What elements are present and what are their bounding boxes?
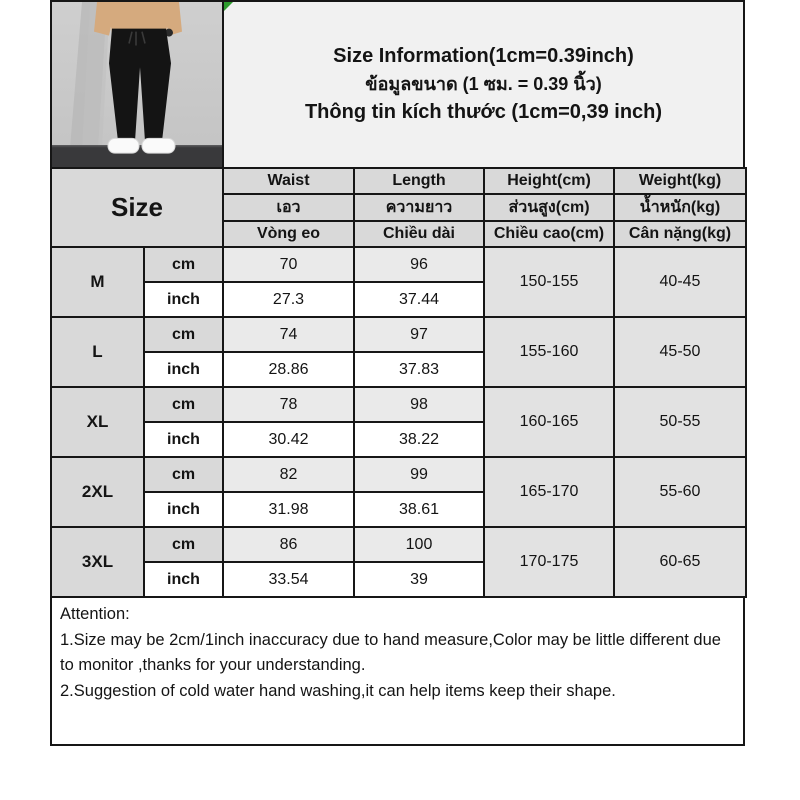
attention-notes (50, 596, 745, 746)
waist-cm-value: 74 (223, 317, 354, 352)
unit-cm-label: cm (144, 317, 223, 352)
weight-range-value: 55-60 (614, 457, 746, 527)
weight-range-value: 45-50 (614, 317, 746, 387)
top-section (50, 0, 745, 169)
height-range-value: 150-155 (484, 247, 614, 317)
unit-cm-label: cm (144, 527, 223, 562)
unit-inch-label: inch (144, 282, 223, 317)
product-photo (52, 2, 222, 167)
waist-inch-value: 31.98 (223, 492, 354, 527)
size-row-L-cm (51, 317, 746, 352)
col-header-length-vi: Chiều dài (354, 221, 484, 247)
col-header-weight-en: Weight(kg) (614, 168, 746, 194)
unit-inch-label: inch (144, 562, 223, 597)
size-label-XL: XL (51, 387, 144, 457)
length-inch-value: 39 (354, 562, 484, 597)
col-header-height-vi: Chiều cao(cm) (484, 221, 614, 247)
waist-cm-value: 78 (223, 387, 354, 422)
size-row-M-cm (51, 247, 746, 282)
waist-inch-value: 27.3 (223, 282, 354, 317)
size-label-L: L (51, 317, 144, 387)
length-inch-value: 37.83 (354, 352, 484, 387)
unit-cm-label: cm (144, 247, 223, 282)
attention-note-1: 1.Size may be 2cm/1inch inaccuracy due to hand measure,Color may be little different due to monitor ,thanks for your understanding. (60, 630, 721, 675)
col-header-height-en: Height(cm) (484, 168, 614, 194)
col-header-length-th: ความยาว (354, 194, 484, 221)
attention-note-2: 2.Suggestion of cold water hand washing,it can help items keep their shape. (60, 681, 616, 700)
height-range-value: 160-165 (484, 387, 614, 457)
col-header-waist-en: Waist (223, 168, 354, 194)
height-range-value: 165-170 (484, 457, 614, 527)
size-label-M: M (51, 247, 144, 317)
size-row-XL-cm (51, 387, 746, 422)
title-english: Size Information(1cm=0.39inch) (333, 45, 634, 68)
col-header-waist-vi: Vòng eo (223, 221, 354, 247)
unit-cm-label: cm (144, 457, 223, 492)
waist-inch-value: 28.86 (223, 352, 354, 387)
col-header-waist-th: เอว (223, 194, 354, 221)
waist-cm-value: 70 (223, 247, 354, 282)
size-row-3XL-cm (51, 527, 746, 562)
length-cm-value: 96 (354, 247, 484, 282)
size-row-2XL-cm (51, 457, 746, 492)
weight-range-value: 60-65 (614, 527, 746, 597)
col-header-weight-th: น้ำหนัก(kg) (614, 194, 746, 221)
length-inch-value: 37.44 (354, 282, 484, 317)
title-vietnamese: Thông tin kích thước (1cm=0,39 inch) (304, 100, 663, 123)
weight-range-value: 50-55 (614, 387, 746, 457)
size-table (50, 167, 747, 598)
size-label-2XL: 2XL (51, 457, 144, 527)
length-cm-value: 98 (354, 387, 484, 422)
attention-heading: Attention: (60, 605, 130, 623)
size-corner-header: Size (51, 168, 223, 247)
height-range-value: 170-175 (484, 527, 614, 597)
waist-cm-value: 86 (223, 527, 354, 562)
col-header-length-en: Length (354, 168, 484, 194)
unit-inch-label: inch (144, 352, 223, 387)
waist-inch-value: 30.42 (223, 422, 354, 457)
col-header-height-th: ส่วนสูง(cm) (484, 194, 614, 221)
col-header-weight-vi: Cân nặng(kg) (614, 221, 746, 247)
length-cm-value: 97 (354, 317, 484, 352)
title-thai: ข้อมูลขนาด (1 ซม. = 0.39 นิ้ว) (365, 74, 602, 95)
length-cm-value: 99 (354, 457, 484, 492)
unit-inch-label: inch (144, 422, 223, 457)
size-chart-sheet (50, 0, 745, 746)
unit-cm-label: cm (144, 387, 223, 422)
length-inch-value: 38.22 (354, 422, 484, 457)
size-label-3XL: 3XL (51, 527, 144, 597)
product-photo-illustration (52, 2, 222, 167)
waist-inch-value: 33.54 (223, 562, 354, 597)
title-panel (222, 2, 743, 167)
length-cm-value: 100 (354, 527, 484, 562)
size-table-body (51, 247, 746, 597)
green-corner-flag-icon (224, 2, 233, 11)
unit-inch-label: inch (144, 492, 223, 527)
waist-cm-value: 82 (223, 457, 354, 492)
height-range-value: 155-160 (484, 317, 614, 387)
weight-range-value: 40-45 (614, 247, 746, 317)
length-inch-value: 38.61 (354, 492, 484, 527)
